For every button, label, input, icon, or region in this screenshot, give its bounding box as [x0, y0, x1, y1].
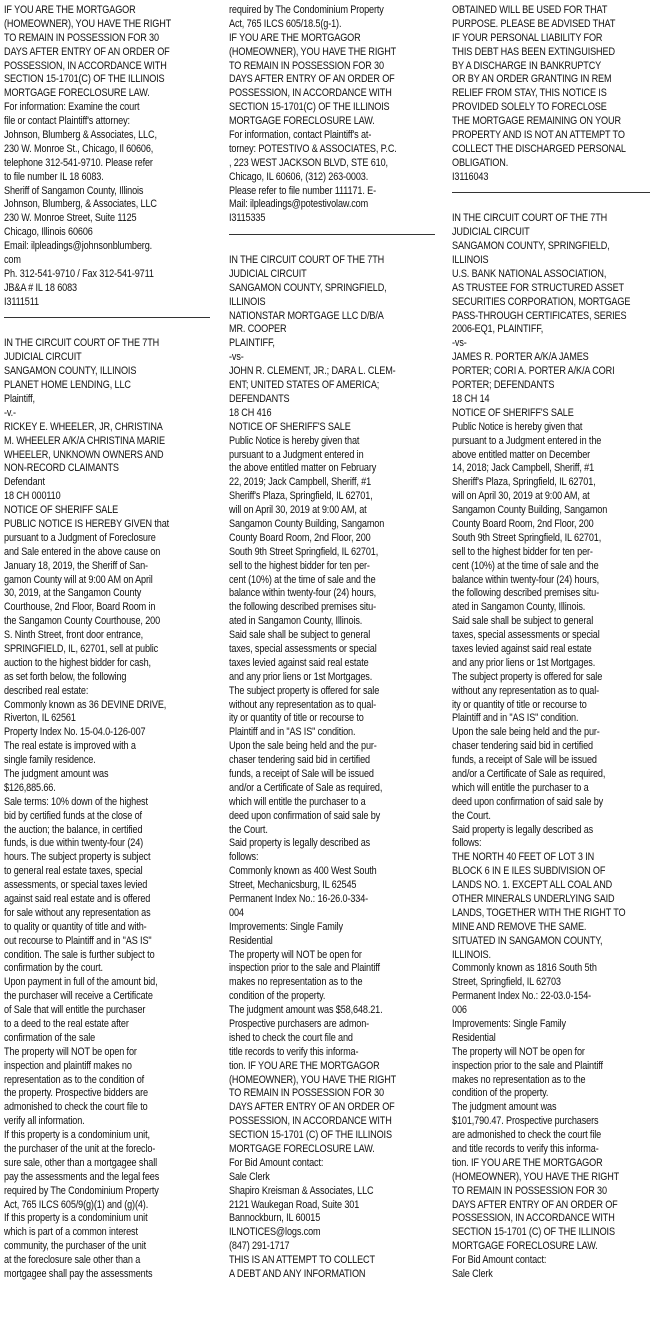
notice-text-line: SPRINGFIELD, IL, 62701, sell at public [4, 642, 159, 655]
notice-text-line: Shapiro Kreisman & Associates, LLC [229, 1184, 374, 1197]
notice-text-line: ENT; UNITED STATES OF AMERICA; [229, 379, 380, 392]
notice-text-line: deed upon confirmation of said sale by [229, 809, 381, 822]
notice-text-line: Plaintiff, [4, 392, 35, 405]
notice-text-line: Improvements: Single Family [229, 920, 343, 933]
notice-text-line: Said property is legally described as [229, 837, 371, 850]
notice-text-line: THIS IS AN ATTEMPT TO COLLECT [229, 1254, 375, 1267]
notice-text-line: THE MORTGAGE REMAINING ON YOUR [452, 115, 621, 128]
notice-text-line: TO REMAIN IN POSSESSION FOR 30 [4, 31, 159, 44]
notice-text-line: chaser tendering said bid in certified [229, 754, 370, 767]
notice-text-line: DAYS AFTER ENTRY OF AN ORDER OF [4, 45, 170, 58]
notice-separator [4, 317, 210, 318]
notice-text-line: ated in Sangamon County, Illinois. [229, 615, 363, 628]
notice-text-line: SITUATED IN SANGAMON COUNTY, [452, 934, 603, 947]
notice-text-line: Mail: ilpleadings@potestivolaw.com [229, 198, 369, 211]
notice-text-line: SANGAMON COUNTY, SPRINGFIELD, [229, 281, 387, 294]
notice-text-line: The judgment amount was [4, 767, 109, 780]
notice-text-line: RICKEY E. WHEELER, JR, CHRISTINA [4, 420, 163, 433]
notice-text-line: confirmation by the court. [4, 962, 103, 975]
notice-text-line: and/or a Certificate of Sale as required, [229, 781, 383, 794]
notice-text-line: PORTER; CORI A. PORTER A/K/A CORI [452, 365, 615, 378]
notice-text-line: Bannockburn, IL 60015 [229, 1212, 321, 1225]
notice-text-line: tion. IF YOU ARE THE MORTGAGOR [229, 1059, 380, 1072]
notice-text-line: JB&A # IL 18 6083 [4, 281, 77, 294]
notice-text-line: 2006-EQ1, PLAINTIFF, [452, 323, 544, 336]
notice-text-line: makes no representation as to the [229, 976, 363, 989]
notice-text-line: Riverton, IL 62561 [4, 712, 76, 725]
notice-text-line: If this property is a condominium unit, [4, 1129, 150, 1142]
notice-text-line: U.S. BANK NATIONAL ASSOCIATION, [452, 267, 607, 280]
notice-text-line: Courthouse, 2nd Floor, Board Room in [4, 601, 156, 614]
notice-text-line: PLAINTIFF, [229, 337, 275, 350]
notice-text-line: County Board Room, 2nd Floor, 200 [452, 517, 594, 530]
notice-text-line: Sale terms: 10% down of the highest [4, 795, 148, 808]
notice-text-line: Sheriff's Plaza, Springfield, IL 62701, [229, 490, 373, 503]
notice-text-line: hours. The subject property is subject [4, 851, 151, 864]
notice-text-line: 18 CH 14 [452, 392, 490, 405]
notice-text-line: Permanent Index No.: 16-26.0-334- [229, 893, 369, 905]
notice-text-line: verify all information. [4, 1115, 85, 1128]
notice-text-line: cent (10%) at the time of sale and the [452, 559, 599, 572]
notice-text-line: Public Notice is hereby given that [452, 420, 583, 433]
notice-text-line: Said property is legally described as [452, 823, 594, 836]
notice-text-line: for sale without any representation as [4, 906, 151, 919]
notice-text-line: 2121 Waukegan Road, Suite 301 [229, 1198, 360, 1211]
notice-text-line: Said sale shall be subject to general [229, 629, 371, 642]
notice-text-line: Property Index No. 15-04.0-126-007 [4, 726, 146, 739]
notice-column-1 [4, 4, 210, 1282]
notice-text-line: -vs- [452, 337, 467, 350]
notice-text-line: IF YOU ARE THE MORTGAGOR [4, 4, 136, 16]
notice-text-line: County Board Room, 2nd Floor, 200 [229, 531, 371, 544]
notice-text-line: admonished to check the court file to [4, 1101, 148, 1114]
notice-text-line: condition of the property. [229, 990, 326, 1003]
notice-text-line: OBTAINED WILL BE USED FOR THAT [452, 4, 608, 16]
notice-text-line: POSSESSION, IN ACCORDANCE WITH [229, 1115, 392, 1128]
notice-text-line: BY A DISCHARGE IN BANKRUPTCY [452, 59, 602, 72]
notice-text-line: IN THE CIRCUIT COURT OF THE 7TH [452, 212, 608, 225]
notice-text-line: SECURITIES CORPORATION, MORTGAGE [452, 295, 631, 308]
notice-column-2 [229, 4, 435, 1282]
notice-text-line: pursuant to a Judgment entered in [229, 448, 364, 461]
notice-text-line: South 9th Street Springfield, IL 62701, [229, 545, 379, 558]
notice-text-line: 006 [452, 1004, 467, 1017]
notice-text-line: which will entitle the purchaser to a [452, 781, 589, 794]
notice-text-line: $126,885.66. [4, 781, 56, 794]
notice-text-line: Defendant [4, 476, 45, 489]
notice-text-line: condition. The sale is further subject to [4, 948, 155, 961]
notice-text-line: PROVIDED SOLELY TO FORECLOSE [452, 101, 607, 114]
notice-text-line: (HOMEOWNER), YOU HAVE THE RIGHT [229, 1073, 397, 1086]
notice-text-line: taxes, special assessments or special [452, 629, 600, 642]
notice-text-line: Residential [452, 1031, 496, 1044]
notice-text-line: inspection prior to the sale and Plaintiff [452, 1059, 603, 1072]
blank-line [452, 198, 655, 212]
notice-text-line: balance within twenty-four (24) hours, [452, 573, 600, 586]
notice-text-line: The subject property is offered for sale [452, 670, 603, 683]
notice-text-line: The judgment amount was [452, 1101, 557, 1114]
notice-text-line: MORTGAGE FORECLOSURE LAW. [4, 87, 150, 100]
notice-text-line: Commonly known as 1816 South 5th [452, 962, 597, 975]
notice-text-line: SANGAMON COUNTY, ILLINOIS [4, 365, 137, 378]
notice-text-line: are admonished to check the court file [452, 1129, 602, 1142]
notice-text-line: SECTION 15-1701(C) OF THE ILLINOIS [229, 101, 390, 114]
notice-text-line: THIS DEBT HAS BEEN EXTINGUISHED [452, 45, 615, 58]
notice-text-line: Sale Clerk [452, 1268, 493, 1281]
notice-text-line: representation as to the condition of [4, 1073, 145, 1086]
notice-text-line: JUDICIAL CIRCUIT [229, 267, 307, 280]
notice-text-line: taxes, special assessments or special [229, 642, 377, 655]
notice-text-line: Improvements: Single Family [452, 1018, 566, 1031]
notice-text-line: The property will NOT be open for [452, 1045, 585, 1058]
notice-text-line: bid by certified funds at the close of [4, 809, 142, 822]
notice-text-line: MORTGAGE FORECLOSURE LAW. [229, 1143, 375, 1156]
notice-text-line: IN THE CIRCUIT COURT OF THE 7TH [229, 254, 385, 267]
notice-text-line: to file number IL 18 6083. [4, 170, 104, 183]
notice-text-line: 30, 2019, at the Sangamon County [4, 587, 142, 600]
notice-text-line: SECTION 15-1701 (C) OF THE ILLINOIS [229, 1129, 392, 1142]
notice-text-line: NON-RECORD CLAIMANTS [4, 462, 119, 475]
notice-text-line: Upon the sale being held and the pur- [229, 740, 377, 753]
notice-text-line: mortgagee shall pay the assessments [4, 1268, 153, 1281]
notice-text-line: OTHER MINERALS UNDERLYING SAID [452, 893, 615, 905]
notice-text-line: MR. COOPER [229, 323, 287, 336]
notice-text-line: community, the purchaser of the unit [4, 1240, 147, 1253]
notice-text-line: torney: POTESTIVO & ASSOCIATES, P.C. [229, 142, 397, 155]
notice-text-line: JUDICIAL CIRCUIT [452, 226, 530, 239]
notice-text-line: out recourse to Plaintiff and in "AS IS" [4, 934, 152, 947]
notice-separator [229, 234, 435, 235]
notice-text-line: NATIONSTAR MORTGAGE LLC D/B/A [229, 309, 384, 322]
notice-text-line: Prospective purchasers are admon- [229, 1018, 370, 1031]
notice-text-line: BLOCK 6 IN E ILES SUBDIVISION OF [452, 865, 606, 878]
notice-text-line: (HOMEOWNER), YOU HAVE THE RIGHT [4, 17, 172, 30]
notice-text-line: the property. Prospective bidders are [4, 1087, 148, 1100]
notice-text-line: POSSESSION, IN ACCORDANCE WITH [229, 87, 392, 100]
notice-text-line: will on April 30, 2019 at 9:00 AM, at [452, 490, 590, 503]
notice-text-line: JOHN R. CLEMENT, JR.; DARA L. CLEM- [229, 365, 396, 378]
notice-text-line: The property will NOT be open for [229, 948, 362, 961]
notice-text-line: above entitled matter on December [452, 448, 591, 461]
notice-text-line: Said sale shall be subject to general [452, 615, 594, 628]
notice-text-line: South 9th Street Springfield, IL 62701, [452, 531, 602, 544]
notice-text-line: to general real estate taxes, special [4, 865, 143, 878]
notice-text-line: -vs- [229, 351, 244, 364]
notice-text-line: without any representation as to qual- [452, 684, 600, 697]
notice-text-line: taxes levied against said real estate [229, 656, 369, 669]
notice-text-line: of Sale that will entitle the purchaser [4, 1004, 146, 1017]
notice-text-line: SANGAMON COUNTY, SPRINGFIELD, [452, 240, 610, 253]
notice-text-line: PURPOSE. PLEASE BE ADVISED THAT [452, 17, 616, 30]
notice-text-line: title records to verify this informa- [229, 1045, 359, 1058]
notice-text-line: at the foreclosure sale other than a [4, 1254, 141, 1267]
notice-text-line: balance within twenty-four (24) hours, [229, 587, 377, 600]
notice-text-line: 18 CH 000110 [4, 490, 61, 503]
notice-text-line: ILLINOIS [452, 254, 489, 267]
notice-text-line: (HOMEOWNER), YOU HAVE THE RIGHT [229, 45, 397, 58]
notice-text-line: pay the assessments and the legal fees [4, 1170, 160, 1183]
notice-text-line: LANDS NO. 1. EXCEPT ALL COAL AND [452, 879, 613, 892]
notice-text-line: MORTGAGE FORECLOSURE LAW. [229, 115, 375, 128]
notice-text-line: the Court. [229, 823, 268, 836]
notice-text-line: PROPERTY AND IS NOT AN ATTEMPT TO [452, 129, 625, 142]
notice-text-line: cent (10%) at the time of sale and the [229, 573, 376, 586]
notice-text-line: the purchaser will receive a Certificate [4, 990, 153, 1003]
notice-text-line: SECTION 15-1701(C) OF THE ILLINOIS [4, 73, 165, 86]
notice-text-line: If this property is a condominium unit [4, 1212, 148, 1225]
notice-text-line: ated in Sangamon County, Illinois. [452, 601, 586, 614]
notice-text-line: PORTER; DEFENDANTS [452, 379, 555, 392]
notice-text-line: THE NORTH 40 FEET OF LOT 3 IN [452, 851, 595, 864]
notice-text-line: ILLINOIS. [452, 948, 491, 961]
notice-text-line: PUBLIC NOTICE IS HEREBY GIVEN that [4, 517, 170, 530]
notice-text-line: telephone 312-541-9710. Please refer [4, 156, 153, 169]
notice-text-line: tion. IF YOU ARE THE MORTGAGOR [452, 1156, 603, 1169]
notice-text-line: the Court. [452, 809, 491, 822]
notice-text-line: funds, a receipt of Sale will be issued [452, 754, 597, 767]
notice-text-line: makes no representation as to the [452, 1073, 586, 1086]
notice-text-line: sell to the highest bidder for ten per- [229, 559, 370, 572]
notice-text-line: 004 [229, 906, 244, 919]
notice-text-line: Upon the sale being held and the pur- [452, 726, 600, 739]
notice-text-line: Sheriff's Plaza, Springfield, IL 62701, [452, 476, 596, 489]
notice-text-line: POSSESSION, IN ACCORDANCE WITH [4, 59, 167, 72]
notice-text-line: Commonly known as 36 DEVINE DRIVE, [4, 698, 167, 711]
notice-text-line: without any representation as to qual- [229, 698, 377, 711]
notice-text-line: the following described premises situ- [452, 587, 600, 600]
notice-text-line: Commonly known as 400 West South [229, 865, 377, 878]
notice-text-line: Sangamon County Building, Sangamon [229, 517, 385, 530]
notice-text-line: Sangamon County Building, Sangamon [452, 504, 608, 517]
notice-text-line: pursuant to a Judgment entered in the [452, 434, 602, 447]
notice-text-line: required by The Condominium Property [4, 1184, 159, 1197]
notice-text-line: M. WHEELER A/K/A CHRISTINA MARIE [4, 434, 165, 447]
notice-text-line: auction to the highest bidder for cash, [4, 656, 151, 669]
notice-text-line: chaser tendering said bid in certified [452, 740, 593, 753]
notice-text-line: 18 CH 416 [229, 406, 272, 419]
notice-text-line: OR BY AN ORDER GRANTING IN REM [452, 73, 612, 86]
notice-text-line: funds, is due within twenty-four (24) [4, 837, 144, 850]
notice-text-line: required by The Condominium Property [229, 4, 384, 16]
notice-text-line: $101,790.47. Prospective purchasers [452, 1115, 599, 1128]
notice-text-line: and Sale entered in the above cause on [4, 545, 161, 558]
notice-text-line: LANDS, TOGETHER WITH THE RIGHT TO [452, 906, 626, 919]
notice-text-line: POSSESSION, IN ACCORDANCE WITH [452, 1212, 615, 1225]
notice-text-line: SECTION 15-1701 (C) OF THE ILLINOIS [452, 1226, 615, 1239]
notice-text-line: DEFENDANTS [229, 392, 290, 405]
notice-text-line: Chicago, IL 60606, (312) 263-0003. [229, 170, 369, 183]
notice-text-line: Upon payment in full of the amount bid, [4, 976, 158, 989]
notice-text-line: DAYS AFTER ENTRY OF AN ORDER OF [229, 1101, 395, 1114]
notice-text-line: confirmation of the sale [4, 1031, 96, 1044]
notice-text-line: A DEBT AND ANY INFORMATION [229, 1268, 366, 1281]
blank-line [229, 240, 435, 254]
notice-text-line: PASS-THROUGH CERTIFICATES, SERIES [452, 309, 627, 322]
notice-text-line: For information: Examine the court [4, 101, 140, 114]
notice-text-line: NOTICE OF SHERIFF'S SALE [229, 420, 351, 433]
notice-text-line: inspection and plaintiff makes no [4, 1059, 132, 1072]
notice-text-line: TO REMAIN IN POSSESSION FOR 30 [452, 1184, 607, 1197]
notice-text-line: IN THE CIRCUIT COURT OF THE 7TH [4, 337, 160, 350]
notice-text-line: I3115335 [229, 212, 266, 225]
notice-text-line: Plaintiff and in "AS IS" condition. [452, 712, 579, 725]
notice-text-line: follows: [452, 837, 482, 850]
notice-text-line: For Bid Amount contact: [229, 1156, 324, 1169]
notice-text-line: the Sangamon County Courthouse, 200 [4, 615, 161, 628]
notice-text-line: Public Notice is hereby given that [229, 434, 360, 447]
notice-text-line: ILLINOIS [229, 295, 266, 308]
notice-text-line: I3116043 [452, 170, 489, 183]
notice-text-line: as set forth below, the following [4, 670, 127, 683]
notice-text-line: 230 W. Monroe St., Chicago, Il 60606, [4, 142, 154, 155]
notice-text-line: Street, Mechanicsburg, IL 62545 [229, 879, 357, 892]
notice-text-line: and any prior liens or 1st Mortgages. [452, 656, 596, 669]
notice-text-line: which will entitle the purchaser to a [229, 795, 366, 808]
notice-text-line: Johnson, Blumberg, & Associates, LLC [4, 198, 157, 211]
notice-text-line: the above entitled matter on February [229, 462, 377, 475]
notice-text-line: The subject property is offered for sale [229, 684, 380, 697]
notice-text-line: to a deed to the real estate after [4, 1018, 129, 1031]
notice-text-line: ity or quantity of title or recourse to [452, 698, 587, 711]
notice-text-line: January 18, 2019, the Sheriff of San- [4, 559, 148, 572]
notice-text-line: The real estate is improved with a [4, 740, 136, 753]
notice-text-line: Chicago, Illinois 60606 [4, 226, 93, 239]
notice-text-line: single family residence. [4, 754, 96, 767]
notice-text-line: OBLIGATION. [452, 156, 509, 169]
notice-text-line: S. Ninth Street, front door entrance, [4, 629, 144, 642]
notice-text-line: to quality or quantity of title and with- [4, 920, 147, 933]
notice-text-line: For information, contact Plaintiff's at- [229, 129, 372, 142]
notice-text-line: (847) 291-1717 [229, 1240, 290, 1253]
notice-text-line: will on April 30, 2019 at 9:00 AM, at [229, 504, 367, 517]
notice-text-line: assessments, or special taxes levied [4, 879, 148, 892]
notice-text-line: JAMES R. PORTER A/K/A JAMES [452, 351, 589, 364]
notice-text-line: DAYS AFTER ENTRY OF AN ORDER OF [452, 1198, 618, 1211]
notice-text-line: IF YOU ARE THE MORTGAGOR [229, 31, 361, 44]
notice-text-line: NOTICE OF SHERIFF'S SALE [452, 406, 574, 419]
notice-text-line: Sheriff of Sangamon County, Illinois [4, 184, 144, 197]
notice-text-line: and title records to verify this informa- [452, 1143, 599, 1156]
notice-text-line: Act, 765 ILCS 605/9(g)(1) and (g)(4). [4, 1198, 149, 1211]
notice-text-line: condition of the property. [452, 1087, 549, 1100]
notice-text-line: sure sale, other than a mortgagee shall [4, 1156, 157, 1169]
notice-text-line: IF YOUR PERSONAL LIABILITY FOR [452, 31, 603, 44]
notice-text-line: , 223 WEST JACKSON BLVD, STE 610, [229, 156, 388, 169]
notice-text-line: the following described premises situ- [229, 601, 377, 614]
notice-text-line: ILNOTICES@logs.com [229, 1226, 321, 1239]
notice-text-line: pursuant to a Judgment of Foreclosure [4, 531, 156, 544]
notice-text-line: Ph. 312-541-9710 / Fax 312-541-9711 [4, 267, 154, 280]
notice-text-line: COLLECT THE DISCHARGED PERSONAL [452, 142, 626, 155]
notice-text-line: gamon County will at 9:00 AM on April [4, 573, 153, 586]
notice-text-line: MINE AND REMOVE THE SAME. [452, 920, 587, 933]
notice-text-line: file or contact Plaintiff's attorney: [4, 115, 130, 128]
notice-text-line: MORTGAGE FORECLOSURE LAW. [452, 1240, 598, 1253]
notice-text-line: deed upon confirmation of said sale by [452, 795, 604, 808]
notice-text-line: com [4, 254, 21, 267]
notice-text-line: and any prior liens or 1st Mortgages. [229, 670, 373, 683]
notice-separator [452, 192, 650, 193]
notice-text-line: taxes levied against said real estate [452, 642, 592, 655]
notice-text-line: AS TRUSTEE FOR STRUCTURED ASSET [452, 281, 624, 294]
notice-text-line: The property will NOT be open for [4, 1045, 137, 1058]
notice-text-line: ity or quantity of title or recourse to [229, 712, 364, 725]
notice-text-line: 22, 2019; Jack Campbell, Sheriff, #1 [229, 476, 372, 489]
notice-text-line: Email: ilpleadings@johnsonblumberg. [4, 240, 153, 253]
notice-text-line: described real estate: [4, 684, 89, 697]
notice-text-line: I3111511 [4, 295, 39, 308]
notice-text-line: which is part of a common interest [4, 1226, 138, 1239]
notice-text-line: Permanent Index No.: 22-03.0-154- [452, 990, 592, 1003]
notice-text-line: against said real estate and is offered [4, 893, 151, 905]
notice-text-line: JUDICIAL CIRCUIT [4, 351, 82, 364]
notice-text-line: Plaintiff and in "AS IS" condition. [229, 726, 356, 739]
notice-text-line: Street, Springfield, IL 62703 [452, 976, 561, 989]
notice-text-line: 14, 2018; Jack Campbell, Sheriff, #1 [452, 462, 595, 475]
notice-text-line: PLANET HOME LENDING, LLC [4, 379, 131, 392]
notice-text-line: -v.- [4, 406, 16, 419]
notice-text-line: Residential [229, 934, 273, 947]
notice-text-line: NOTICE OF SHERIFF SALE [4, 504, 119, 517]
notice-text-line: RELIEF FROM STAY, THIS NOTICE IS [452, 87, 607, 100]
notice-column-3 [452, 4, 655, 1282]
notice-text-line: WHEELER, UNKNOWN OWNERS AND [4, 448, 164, 461]
notice-text-line: 230 W. Monroe Street, Suite 1125 [4, 212, 137, 225]
notice-text-line: (HOMEOWNER), YOU HAVE THE RIGHT [452, 1170, 620, 1183]
notice-text-line: ished to check the court file and [229, 1031, 353, 1044]
notice-text-line: follows: [229, 851, 259, 864]
notice-text-line: Sale Clerk [229, 1170, 270, 1183]
notice-text-line: funds, a receipt of Sale will be issued [229, 767, 374, 780]
notice-text-line: For Bid Amount contact: [452, 1254, 547, 1267]
notice-text-line: DAYS AFTER ENTRY OF AN ORDER OF [229, 73, 395, 86]
notice-text-line: TO REMAIN IN POSSESSION FOR 30 [229, 1087, 384, 1100]
notice-text-line: the auction; the balance, in certified [4, 823, 143, 836]
blank-line [4, 323, 210, 337]
notice-text-line: the purchaser of the unit at the foreclo- [4, 1143, 156, 1156]
notice-text-line: Please refer to file number 111171. E- [229, 184, 377, 197]
notice-text-line: sell to the highest bidder for ten per- [452, 545, 593, 558]
notice-text-line: and/or a Certificate of Sale as required, [452, 767, 606, 780]
notice-text-line: inspection prior to the sale and Plaintiff [229, 962, 380, 975]
notice-text-line: The judgment amount was $58,648.21. [229, 1004, 383, 1017]
notice-text-line: Act, 765 ILCS 605/18.5(g-1). [229, 17, 342, 30]
notice-text-line: Johnson, Blumberg & Associates, LLC, [4, 129, 157, 142]
notice-text-line: TO REMAIN IN POSSESSION FOR 30 [229, 59, 384, 72]
